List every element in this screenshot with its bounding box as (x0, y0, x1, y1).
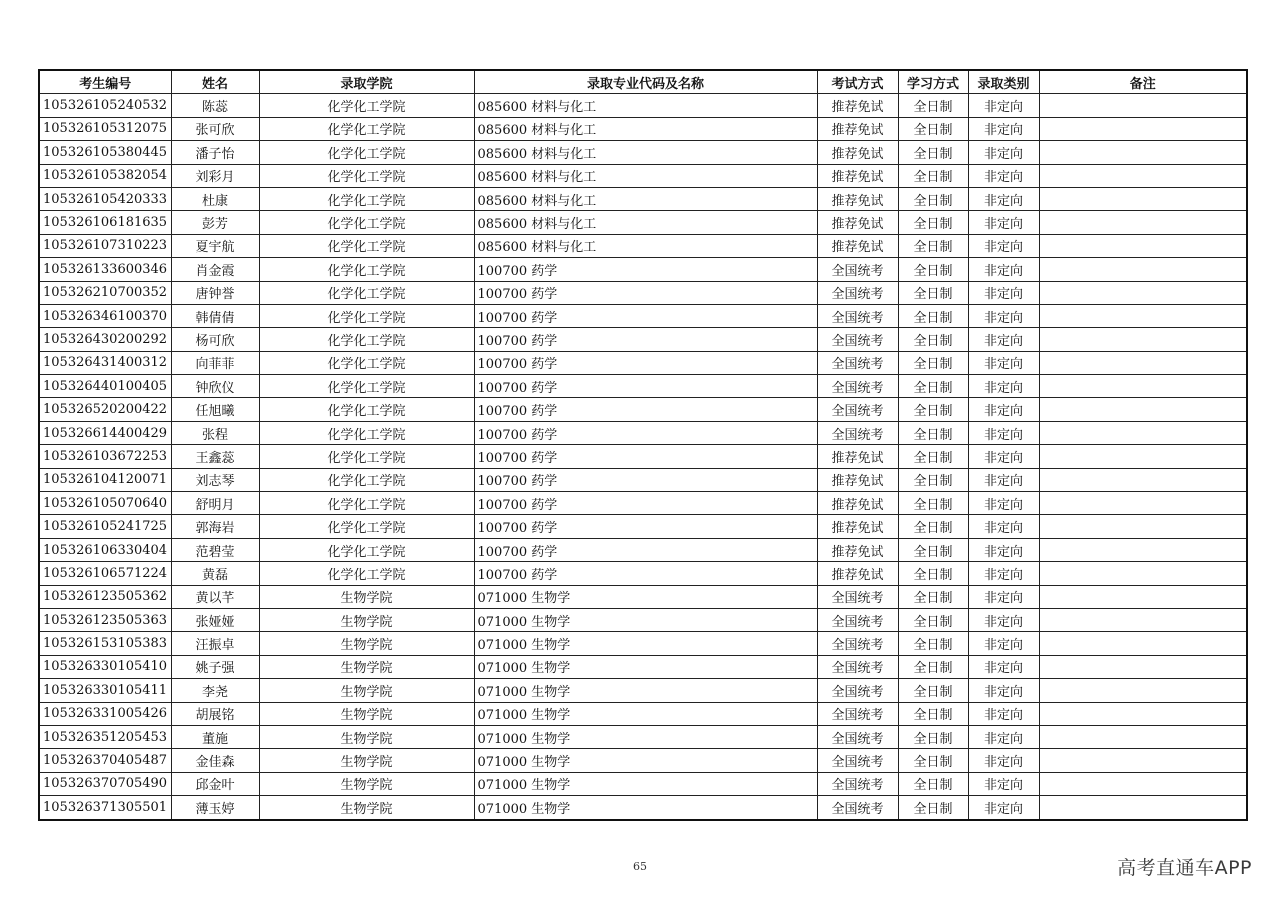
cell-exam-type: 推荐免试 (817, 562, 898, 585)
cell-study-mode: 全日制 (898, 281, 968, 304)
cell-remarks (1039, 632, 1247, 655)
cell-remarks (1039, 94, 1247, 117)
cell-exam-type: 全国统考 (817, 281, 898, 304)
cell-study-mode: 全日制 (898, 679, 968, 702)
cell-name: 邱金叶 (171, 772, 259, 795)
cell-admission-category: 非定向 (968, 515, 1039, 538)
cell-exam-type: 推荐免试 (817, 234, 898, 257)
cell-college: 生物学院 (259, 772, 474, 795)
cell-college: 化学化工学院 (259, 281, 474, 304)
cell-candidate-id: 105326210700352 (39, 281, 171, 304)
cell-study-mode: 全日制 (898, 328, 968, 351)
table-row (39, 234, 1247, 257)
cell-exam-type: 全国统考 (817, 585, 898, 608)
cell-name: 彭芳 (171, 211, 259, 234)
cell-college: 化学化工学院 (259, 117, 474, 140)
table-row (39, 187, 1247, 210)
cell-college: 化学化工学院 (259, 328, 474, 351)
cell-admission-category: 非定向 (968, 94, 1039, 117)
cell-candidate-id: 105326105070640 (39, 492, 171, 515)
table-header-row (39, 70, 1247, 94)
cell-exam-type: 全国统考 (817, 702, 898, 725)
cell-remarks (1039, 515, 1247, 538)
cell-name: 张程 (171, 421, 259, 444)
cell-admission-category: 非定向 (968, 492, 1039, 515)
table-row (39, 328, 1247, 351)
cell-college: 化学化工学院 (259, 421, 474, 444)
cell-study-mode: 全日制 (898, 632, 968, 655)
cell-name: 汪振卓 (171, 632, 259, 655)
cell-college: 生物学院 (259, 725, 474, 748)
header-admission-category: 录取类别 (968, 70, 1039, 94)
cell-admission-category: 非定向 (968, 304, 1039, 327)
cell-college: 化学化工学院 (259, 351, 474, 374)
table-row (39, 562, 1247, 585)
cell-college: 生物学院 (259, 702, 474, 725)
cell-major: 100700 药学 (474, 421, 817, 444)
table-row (39, 304, 1247, 327)
table-row (39, 492, 1247, 515)
cell-candidate-id: 105326103672253 (39, 445, 171, 468)
cell-admission-category: 非定向 (968, 468, 1039, 491)
cell-remarks (1039, 655, 1247, 678)
cell-college: 化学化工学院 (259, 562, 474, 585)
cell-candidate-id: 105326105240532 (39, 94, 171, 117)
cell-exam-type: 推荐免试 (817, 187, 898, 210)
cell-college: 生物学院 (259, 679, 474, 702)
cell-major: 071000 生物学 (474, 655, 817, 678)
cell-remarks (1039, 492, 1247, 515)
table-row (39, 94, 1247, 117)
cell-candidate-id: 105326520200422 (39, 398, 171, 421)
cell-candidate-id: 105326104120071 (39, 468, 171, 491)
table-row (39, 468, 1247, 491)
cell-study-mode: 全日制 (898, 749, 968, 772)
cell-admission-category: 非定向 (968, 328, 1039, 351)
cell-exam-type: 推荐免试 (817, 515, 898, 538)
cell-name: 唐钟誉 (171, 281, 259, 304)
cell-major: 100700 药学 (474, 562, 817, 585)
cell-exam-type: 全国统考 (817, 328, 898, 351)
cell-college: 化学化工学院 (259, 211, 474, 234)
cell-remarks (1039, 375, 1247, 398)
cell-college: 化学化工学院 (259, 538, 474, 561)
cell-admission-category: 非定向 (968, 375, 1039, 398)
cell-admission-category: 非定向 (968, 117, 1039, 140)
cell-study-mode: 全日制 (898, 398, 968, 421)
cell-admission-category: 非定向 (968, 655, 1039, 678)
table-row (39, 749, 1247, 772)
cell-exam-type: 全国统考 (817, 304, 898, 327)
cell-remarks (1039, 749, 1247, 772)
header-exam-type: 考试方式 (817, 70, 898, 94)
cell-candidate-id: 105326331005426 (39, 702, 171, 725)
cell-major: 100700 药学 (474, 281, 817, 304)
cell-exam-type: 推荐免试 (817, 468, 898, 491)
cell-major: 071000 生物学 (474, 702, 817, 725)
cell-admission-category: 非定向 (968, 796, 1039, 820)
cell-name: 向菲菲 (171, 351, 259, 374)
cell-remarks (1039, 585, 1247, 608)
cell-major: 085600 材料与化工 (474, 94, 817, 117)
cell-remarks (1039, 281, 1247, 304)
cell-name: 杨可欣 (171, 328, 259, 351)
cell-remarks (1039, 351, 1247, 374)
table-row (39, 164, 1247, 187)
cell-exam-type: 全国统考 (817, 725, 898, 748)
cell-study-mode: 全日制 (898, 772, 968, 795)
cell-admission-category: 非定向 (968, 398, 1039, 421)
cell-admission-category: 非定向 (968, 585, 1039, 608)
cell-remarks (1039, 445, 1247, 468)
cell-admission-category: 非定向 (968, 702, 1039, 725)
cell-candidate-id: 105326346100370 (39, 304, 171, 327)
cell-candidate-id: 105326107310223 (39, 234, 171, 257)
cell-candidate-id: 105326330105411 (39, 679, 171, 702)
cell-candidate-id: 105326105312075 (39, 117, 171, 140)
header-candidate-id: 考生编号 (39, 70, 171, 94)
cell-major: 085600 材料与化工 (474, 141, 817, 164)
cell-exam-type: 全国统考 (817, 749, 898, 772)
cell-exam-type: 全国统考 (817, 608, 898, 631)
cell-candidate-id: 105326330105410 (39, 655, 171, 678)
watermark-text: 高考直通车APP (1117, 857, 1252, 879)
cell-study-mode: 全日制 (898, 608, 968, 631)
cell-admission-category: 非定向 (968, 258, 1039, 281)
cell-remarks (1039, 538, 1247, 561)
cell-name: 黄以芊 (171, 585, 259, 608)
table-row (39, 211, 1247, 234)
table-row (39, 632, 1247, 655)
cell-candidate-id: 105326153105383 (39, 632, 171, 655)
cell-name: 薄玉婷 (171, 796, 259, 820)
cell-name: 胡展铭 (171, 702, 259, 725)
table-row (39, 679, 1247, 702)
table-row (39, 515, 1247, 538)
cell-admission-category: 非定向 (968, 351, 1039, 374)
cell-name: 杜康 (171, 187, 259, 210)
admission-table (38, 69, 1248, 821)
cell-study-mode: 全日制 (898, 164, 968, 187)
cell-study-mode: 全日制 (898, 655, 968, 678)
cell-college: 化学化工学院 (259, 468, 474, 491)
cell-study-mode: 全日制 (898, 94, 968, 117)
cell-study-mode: 全日制 (898, 258, 968, 281)
table-row (39, 702, 1247, 725)
cell-major: 100700 药学 (474, 375, 817, 398)
cell-study-mode: 全日制 (898, 421, 968, 444)
cell-candidate-id: 105326106181635 (39, 211, 171, 234)
header-name: 姓名 (171, 70, 259, 94)
cell-major: 085600 材料与化工 (474, 211, 817, 234)
cell-study-mode: 全日制 (898, 141, 968, 164)
cell-candidate-id: 105326614400429 (39, 421, 171, 444)
cell-name: 金佳森 (171, 749, 259, 772)
cell-admission-category: 非定向 (968, 421, 1039, 444)
cell-candidate-id: 105326430200292 (39, 328, 171, 351)
table-row (39, 608, 1247, 631)
cell-college: 化学化工学院 (259, 141, 474, 164)
cell-study-mode: 全日制 (898, 468, 968, 491)
cell-exam-type: 全国统考 (817, 398, 898, 421)
table-row (39, 398, 1247, 421)
cell-name: 刘志琴 (171, 468, 259, 491)
cell-admission-category: 非定向 (968, 211, 1039, 234)
cell-remarks (1039, 772, 1247, 795)
cell-major: 100700 药学 (474, 328, 817, 351)
cell-remarks (1039, 421, 1247, 444)
cell-candidate-id: 105326123505362 (39, 585, 171, 608)
cell-name: 董施 (171, 725, 259, 748)
cell-admission-category: 非定向 (968, 608, 1039, 631)
table-row (39, 421, 1247, 444)
table-row (39, 117, 1247, 140)
cell-major: 071000 生物学 (474, 796, 817, 820)
cell-remarks (1039, 796, 1247, 820)
cell-study-mode: 全日制 (898, 375, 968, 398)
cell-college: 生物学院 (259, 749, 474, 772)
cell-college: 化学化工学院 (259, 234, 474, 257)
cell-major: 071000 生物学 (474, 725, 817, 748)
cell-name: 韩倩倩 (171, 304, 259, 327)
cell-candidate-id: 105326440100405 (39, 375, 171, 398)
cell-exam-type: 推荐免试 (817, 445, 898, 468)
cell-major: 071000 生物学 (474, 749, 817, 772)
cell-college: 化学化工学院 (259, 258, 474, 281)
cell-major: 100700 药学 (474, 468, 817, 491)
cell-exam-type: 全国统考 (817, 655, 898, 678)
cell-college: 生物学院 (259, 796, 474, 820)
cell-study-mode: 全日制 (898, 234, 968, 257)
table-row (39, 351, 1247, 374)
header-college: 录取学院 (259, 70, 474, 94)
table-row (39, 141, 1247, 164)
table-body (39, 94, 1247, 820)
cell-admission-category: 非定向 (968, 538, 1039, 561)
cell-major: 100700 药学 (474, 351, 817, 374)
cell-name: 李尧 (171, 679, 259, 702)
cell-exam-type: 全国统考 (817, 258, 898, 281)
cell-admission-category: 非定向 (968, 725, 1039, 748)
cell-college: 生物学院 (259, 585, 474, 608)
cell-remarks (1039, 304, 1247, 327)
cell-remarks (1039, 211, 1247, 234)
cell-major: 100700 药学 (474, 445, 817, 468)
cell-study-mode: 全日制 (898, 515, 968, 538)
cell-study-mode: 全日制 (898, 445, 968, 468)
cell-college: 生物学院 (259, 655, 474, 678)
cell-name: 张娅娅 (171, 608, 259, 631)
cell-study-mode: 全日制 (898, 585, 968, 608)
cell-major: 100700 药学 (474, 398, 817, 421)
cell-admission-category: 非定向 (968, 234, 1039, 257)
cell-name: 肖金霞 (171, 258, 259, 281)
table-row (39, 655, 1247, 678)
table-row (39, 772, 1247, 795)
cell-college: 化学化工学院 (259, 187, 474, 210)
table-row (39, 585, 1247, 608)
table-row (39, 538, 1247, 561)
cell-candidate-id: 105326105241725 (39, 515, 171, 538)
cell-name: 郭海岩 (171, 515, 259, 538)
cell-name: 舒明月 (171, 492, 259, 515)
cell-major: 100700 药学 (474, 492, 817, 515)
cell-major: 071000 生物学 (474, 608, 817, 631)
cell-major: 100700 药学 (474, 258, 817, 281)
cell-major: 071000 生物学 (474, 632, 817, 655)
cell-major: 071000 生物学 (474, 585, 817, 608)
cell-candidate-id: 105326133600346 (39, 258, 171, 281)
cell-study-mode: 全日制 (898, 538, 968, 561)
cell-name: 张可欣 (171, 117, 259, 140)
cell-exam-type: 推荐免试 (817, 211, 898, 234)
table-row (39, 375, 1247, 398)
cell-candidate-id: 105326105420333 (39, 187, 171, 210)
cell-study-mode: 全日制 (898, 562, 968, 585)
cell-college: 化学化工学院 (259, 492, 474, 515)
cell-admission-category: 非定向 (968, 164, 1039, 187)
cell-remarks (1039, 328, 1247, 351)
cell-remarks (1039, 141, 1247, 164)
cell-major: 100700 药学 (474, 515, 817, 538)
cell-major: 085600 材料与化工 (474, 187, 817, 210)
table-row (39, 281, 1247, 304)
cell-remarks (1039, 679, 1247, 702)
table-row (39, 725, 1247, 748)
cell-admission-category: 非定向 (968, 141, 1039, 164)
cell-remarks (1039, 608, 1247, 631)
cell-candidate-id: 105326105380445 (39, 141, 171, 164)
cell-remarks (1039, 702, 1247, 725)
cell-major: 100700 药学 (474, 538, 817, 561)
cell-major: 085600 材料与化工 (474, 234, 817, 257)
cell-exam-type: 全国统考 (817, 632, 898, 655)
cell-candidate-id: 105326431400312 (39, 351, 171, 374)
cell-admission-category: 非定向 (968, 187, 1039, 210)
cell-exam-type: 推荐免试 (817, 492, 898, 515)
cell-exam-type: 全国统考 (817, 679, 898, 702)
cell-name: 范碧莹 (171, 538, 259, 561)
cell-name: 潘子怡 (171, 141, 259, 164)
cell-admission-category: 非定向 (968, 749, 1039, 772)
cell-candidate-id: 105326105382054 (39, 164, 171, 187)
table-row (39, 796, 1247, 820)
cell-name: 夏宇航 (171, 234, 259, 257)
table-row (39, 445, 1247, 468)
cell-admission-category: 非定向 (968, 632, 1039, 655)
cell-remarks (1039, 117, 1247, 140)
cell-major: 085600 材料与化工 (474, 117, 817, 140)
cell-name: 王鑫蕊 (171, 445, 259, 468)
cell-college: 化学化工学院 (259, 445, 474, 468)
cell-exam-type: 推荐免试 (817, 117, 898, 140)
cell-candidate-id: 105326351205453 (39, 725, 171, 748)
cell-study-mode: 全日制 (898, 187, 968, 210)
cell-college: 化学化工学院 (259, 515, 474, 538)
cell-college: 化学化工学院 (259, 375, 474, 398)
cell-candidate-id: 105326371305501 (39, 796, 171, 820)
cell-study-mode: 全日制 (898, 304, 968, 327)
cell-name: 任旭曦 (171, 398, 259, 421)
cell-remarks (1039, 234, 1247, 257)
cell-major: 071000 生物学 (474, 679, 817, 702)
cell-name: 刘彩月 (171, 164, 259, 187)
cell-study-mode: 全日制 (898, 725, 968, 748)
cell-admission-category: 非定向 (968, 772, 1039, 795)
cell-admission-category: 非定向 (968, 281, 1039, 304)
cell-major: 071000 生物学 (474, 772, 817, 795)
cell-study-mode: 全日制 (898, 492, 968, 515)
cell-name: 姚子强 (171, 655, 259, 678)
cell-exam-type: 推荐免试 (817, 538, 898, 561)
cell-remarks (1039, 164, 1247, 187)
cell-candidate-id: 105326370405487 (39, 749, 171, 772)
cell-name: 钟欣仪 (171, 375, 259, 398)
cell-remarks (1039, 468, 1247, 491)
cell-study-mode: 全日制 (898, 211, 968, 234)
cell-candidate-id: 105326106571224 (39, 562, 171, 585)
cell-admission-category: 非定向 (968, 445, 1039, 468)
cell-name: 陈蕊 (171, 94, 259, 117)
cell-candidate-id: 105326106330404 (39, 538, 171, 561)
cell-study-mode: 全日制 (898, 351, 968, 374)
cell-major: 085600 材料与化工 (474, 164, 817, 187)
cell-admission-category: 非定向 (968, 562, 1039, 585)
cell-remarks (1039, 258, 1247, 281)
cell-major: 100700 药学 (474, 304, 817, 327)
cell-candidate-id: 105326123505363 (39, 608, 171, 631)
cell-name: 黄磊 (171, 562, 259, 585)
cell-remarks (1039, 398, 1247, 421)
cell-college: 化学化工学院 (259, 304, 474, 327)
cell-college: 化学化工学院 (259, 94, 474, 117)
page-number: 65 (633, 860, 647, 873)
cell-remarks (1039, 725, 1247, 748)
cell-exam-type: 推荐免试 (817, 141, 898, 164)
cell-study-mode: 全日制 (898, 796, 968, 820)
cell-exam-type: 全国统考 (817, 375, 898, 398)
cell-college: 化学化工学院 (259, 398, 474, 421)
cell-remarks (1039, 562, 1247, 585)
cell-college: 生物学院 (259, 632, 474, 655)
table-row (39, 258, 1247, 281)
cell-study-mode: 全日制 (898, 702, 968, 725)
cell-exam-type: 全国统考 (817, 421, 898, 444)
header-study-mode: 学习方式 (898, 70, 968, 94)
cell-admission-category: 非定向 (968, 679, 1039, 702)
header-remarks: 备注 (1039, 70, 1247, 94)
cell-college: 化学化工学院 (259, 164, 474, 187)
cell-study-mode: 全日制 (898, 117, 968, 140)
cell-exam-type: 全国统考 (817, 772, 898, 795)
header-major: 录取专业代码及名称 (474, 70, 817, 94)
cell-remarks (1039, 187, 1247, 210)
cell-exam-type: 推荐免试 (817, 94, 898, 117)
cell-exam-type: 全国统考 (817, 351, 898, 374)
cell-exam-type: 推荐免试 (817, 164, 898, 187)
cell-college: 生物学院 (259, 608, 474, 631)
cell-exam-type: 全国统考 (817, 796, 898, 820)
cell-candidate-id: 105326370705490 (39, 772, 171, 795)
